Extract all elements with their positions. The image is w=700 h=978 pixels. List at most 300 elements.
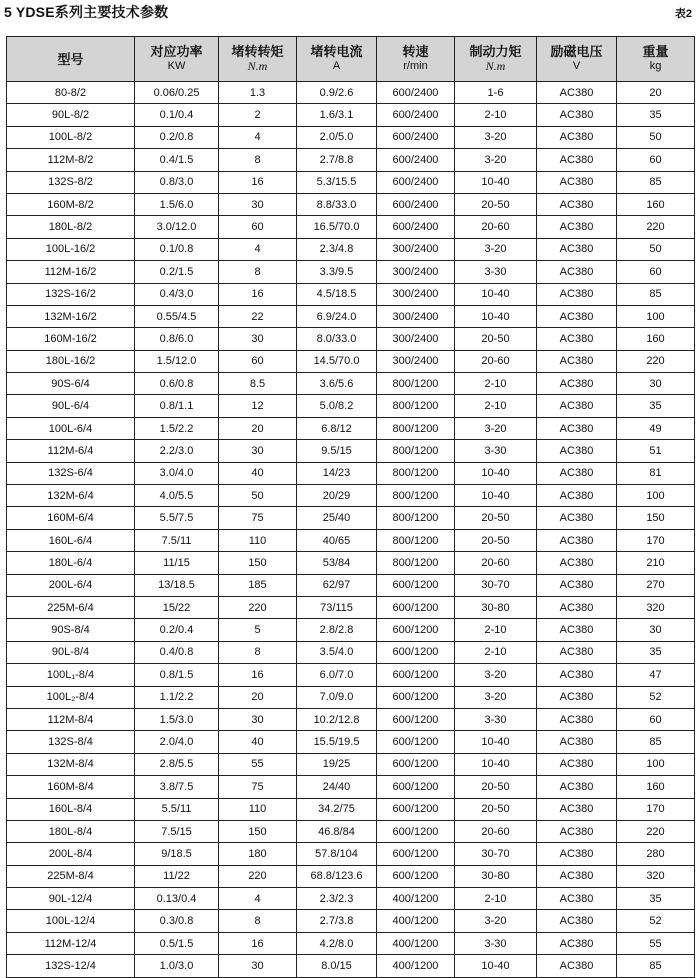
header-power xyxy=(135,37,219,82)
cell-locked-torque: 110 xyxy=(219,798,297,820)
cell-model: 160M-8/2 xyxy=(7,193,135,215)
cell-locked-current: 4.2/8.0 xyxy=(297,932,377,954)
cell-model: 180L-16/2 xyxy=(7,350,135,372)
cell-locked-current: 6.0/7.0 xyxy=(297,664,377,686)
cell-locked-current: 8.0/15 xyxy=(297,955,377,977)
cell-weight: 270 xyxy=(617,574,695,596)
cell-brake-torque: 3-20 xyxy=(455,126,537,148)
cell-speed: 300/2400 xyxy=(377,350,455,372)
cell-locked-current: 46.8/84 xyxy=(297,820,377,842)
cell-brake-torque: 20-60 xyxy=(455,350,537,372)
cell-weight: 160 xyxy=(617,776,695,798)
table-row xyxy=(7,731,695,753)
cell-model: 100L-12/4 xyxy=(7,910,135,932)
cell-weight: 160 xyxy=(617,193,695,215)
cell-weight: 320 xyxy=(617,596,695,618)
cell-locked-current: 16.5/70.0 xyxy=(297,216,377,238)
table-row xyxy=(7,261,695,283)
cell-brake-torque: 3-20 xyxy=(455,686,537,708)
table-row xyxy=(7,843,695,865)
cell-brake-torque: 2-10 xyxy=(455,888,537,910)
cell-brake-torque: 3-30 xyxy=(455,708,537,730)
cell-excitation-voltage: AC380 xyxy=(537,529,617,551)
cell-brake-torque: 30-80 xyxy=(455,865,537,887)
cell-excitation-voltage: AC380 xyxy=(537,664,617,686)
table-tag: 表2 xyxy=(674,8,692,20)
header-brake-torque xyxy=(455,37,537,82)
table-row xyxy=(7,126,695,148)
cell-power: 0.3/0.8 xyxy=(135,910,219,932)
cell-speed: 800/1200 xyxy=(377,507,455,529)
cell-speed: 800/1200 xyxy=(377,373,455,395)
cell-weight: 35 xyxy=(617,104,695,126)
cell-excitation-voltage: AC380 xyxy=(537,910,617,932)
cell-excitation-voltage: AC380 xyxy=(537,440,617,462)
header-label: 转速 xyxy=(402,44,429,59)
cell-power: 0.1/0.8 xyxy=(135,238,219,260)
header-unit: N.m xyxy=(247,59,268,73)
cell-power: 0.2/1.5 xyxy=(135,261,219,283)
cell-speed: 600/2400 xyxy=(377,171,455,193)
cell-weight: 210 xyxy=(617,552,695,574)
cell-brake-torque: 3-30 xyxy=(455,261,537,283)
cell-locked-current: 3.6/5.6 xyxy=(297,373,377,395)
cell-model: 160L-6/4 xyxy=(7,529,135,551)
table-row xyxy=(7,529,695,551)
table-row xyxy=(7,238,695,260)
cell-brake-torque: 20-50 xyxy=(455,193,537,215)
cell-model: 112M-8/2 xyxy=(7,149,135,171)
cell-model: 160L-8/4 xyxy=(7,798,135,820)
cell-locked-torque: 40 xyxy=(219,462,297,484)
cell-model: 112M-12/4 xyxy=(7,932,135,954)
cell-speed: 800/1200 xyxy=(377,417,455,439)
cell-weight: 52 xyxy=(617,910,695,932)
cell-power: 0.13/0.4 xyxy=(135,888,219,910)
table-row xyxy=(7,753,695,775)
cell-locked-current: 14.5/70.0 xyxy=(297,350,377,372)
cell-locked-torque: 185 xyxy=(219,574,297,596)
cell-power: 0.2/0.4 xyxy=(135,619,219,641)
cell-excitation-voltage: AC380 xyxy=(537,865,617,887)
cell-speed: 800/1200 xyxy=(377,440,455,462)
table-row xyxy=(7,305,695,327)
cell-speed: 300/2400 xyxy=(377,328,455,350)
cell-locked-torque: 220 xyxy=(219,596,297,618)
cell-model: 100L₂-8/4 xyxy=(7,686,135,708)
cell-speed: 600/1200 xyxy=(377,820,455,842)
cell-model: 100L-8/2 xyxy=(7,126,135,148)
cell-locked-current: 1.6/3.1 xyxy=(297,104,377,126)
cell-power: 1.0/3.0 xyxy=(135,955,219,977)
cell-speed: 800/1200 xyxy=(377,529,455,551)
cell-speed: 600/1200 xyxy=(377,843,455,865)
cell-locked-current: 73/115 xyxy=(297,596,377,618)
cell-model: 90L-12/4 xyxy=(7,888,135,910)
cell-locked-torque: 5 xyxy=(219,619,297,641)
cell-speed: 400/1200 xyxy=(377,888,455,910)
header-label: 重量 xyxy=(642,44,669,59)
cell-locked-current: 34.2/75 xyxy=(297,798,377,820)
cell-excitation-voltage: AC380 xyxy=(537,193,617,215)
cell-weight: 220 xyxy=(617,216,695,238)
cell-power: 5.5/11 xyxy=(135,798,219,820)
cell-excitation-voltage: AC380 xyxy=(537,753,617,775)
cell-locked-current: 6.8/12 xyxy=(297,417,377,439)
cell-excitation-voltage: AC380 xyxy=(537,507,617,529)
cell-speed: 600/1200 xyxy=(377,731,455,753)
cell-weight: 55 xyxy=(617,932,695,954)
cell-model: 225M-8/4 xyxy=(7,865,135,887)
cell-brake-torque: 10-40 xyxy=(455,462,537,484)
cell-brake-torque: 10-40 xyxy=(455,731,537,753)
cell-brake-torque: 2-10 xyxy=(455,395,537,417)
cell-speed: 600/2400 xyxy=(377,104,455,126)
cell-power: 11/22 xyxy=(135,865,219,887)
cell-locked-current: 68.8/123.6 xyxy=(297,865,377,887)
table-row xyxy=(7,955,695,977)
cell-weight: 220 xyxy=(617,820,695,842)
cell-weight: 50 xyxy=(617,126,695,148)
cell-locked-torque: 8 xyxy=(219,149,297,171)
cell-speed: 600/1200 xyxy=(377,596,455,618)
cell-power: 1.5/3.0 xyxy=(135,708,219,730)
cell-excitation-voltage: AC380 xyxy=(537,552,617,574)
cell-power: 1.5/12.0 xyxy=(135,350,219,372)
cell-locked-current: 8.8/33.0 xyxy=(297,193,377,215)
cell-locked-torque: 8 xyxy=(219,641,297,663)
cell-speed: 600/2400 xyxy=(377,193,455,215)
cell-power: 0.8/1.5 xyxy=(135,664,219,686)
cell-weight: 35 xyxy=(617,888,695,910)
cell-brake-torque: 10-40 xyxy=(455,283,537,305)
table-row xyxy=(7,798,695,820)
cell-excitation-voltage: AC380 xyxy=(537,820,617,842)
cell-locked-current: 2.3/4.8 xyxy=(297,238,377,260)
cell-model: 90S-8/4 xyxy=(7,619,135,641)
cell-model: 90L-8/2 xyxy=(7,104,135,126)
cell-locked-torque: 55 xyxy=(219,753,297,775)
page-title: 5 YDSE系列主要技术参数 xyxy=(4,4,169,20)
cell-locked-current: 3.3/9.5 xyxy=(297,261,377,283)
table-row xyxy=(7,552,695,574)
cell-locked-current: 0.9/2.6 xyxy=(297,82,377,104)
cell-locked-torque: 30 xyxy=(219,193,297,215)
cell-brake-torque: 30-70 xyxy=(455,574,537,596)
cell-model: 112M-6/4 xyxy=(7,440,135,462)
cell-speed: 600/2400 xyxy=(377,149,455,171)
cell-speed: 600/1200 xyxy=(377,776,455,798)
table-row xyxy=(7,193,695,215)
cell-speed: 600/1200 xyxy=(377,753,455,775)
cell-weight: 280 xyxy=(617,843,695,865)
cell-speed: 600/1200 xyxy=(377,619,455,641)
cell-locked-current: 4.5/18.5 xyxy=(297,283,377,305)
cell-model: 225M-6/4 xyxy=(7,596,135,618)
cell-locked-current: 2.7/3.8 xyxy=(297,910,377,932)
cell-model: 132M-8/4 xyxy=(7,753,135,775)
cell-weight: 320 xyxy=(617,865,695,887)
cell-power: 1.5/2.2 xyxy=(135,417,219,439)
cell-power: 2.8/5.5 xyxy=(135,753,219,775)
cell-speed: 600/2400 xyxy=(377,216,455,238)
cell-locked-current: 25/40 xyxy=(297,507,377,529)
cell-power: 0.8/6.0 xyxy=(135,328,219,350)
cell-excitation-voltage: AC380 xyxy=(537,82,617,104)
cell-power: 9/18.5 xyxy=(135,843,219,865)
cell-model: 132S-16/2 xyxy=(7,283,135,305)
cell-power: 3.0/4.0 xyxy=(135,462,219,484)
cell-excitation-voltage: AC380 xyxy=(537,216,617,238)
cell-brake-torque: 20-50 xyxy=(455,798,537,820)
header-weight xyxy=(617,37,695,82)
cell-brake-torque: 3-20 xyxy=(455,149,537,171)
table-row xyxy=(7,708,695,730)
cell-weight: 20 xyxy=(617,82,695,104)
cell-model: 112M-8/4 xyxy=(7,708,135,730)
cell-brake-torque: 30-70 xyxy=(455,843,537,865)
cell-excitation-voltage: AC380 xyxy=(537,462,617,484)
cell-weight: 47 xyxy=(617,664,695,686)
cell-weight: 170 xyxy=(617,798,695,820)
cell-brake-torque: 10-40 xyxy=(455,171,537,193)
cell-speed: 600/1200 xyxy=(377,686,455,708)
cell-speed: 600/2400 xyxy=(377,126,455,148)
cell-locked-current: 10.2/12.8 xyxy=(297,708,377,730)
cell-brake-torque: 20-50 xyxy=(455,529,537,551)
header-model xyxy=(7,37,135,82)
table-row xyxy=(7,619,695,641)
cell-locked-current: 62/97 xyxy=(297,574,377,596)
cell-brake-torque: 20-50 xyxy=(455,328,537,350)
table-row xyxy=(7,820,695,842)
cell-locked-torque: 8.5 xyxy=(219,373,297,395)
table-row xyxy=(7,865,695,887)
cell-excitation-voltage: AC380 xyxy=(537,708,617,730)
cell-locked-current: 6.9/24.0 xyxy=(297,305,377,327)
cell-excitation-voltage: AC380 xyxy=(537,350,617,372)
table-row xyxy=(7,350,695,372)
cell-weight: 50 xyxy=(617,238,695,260)
cell-brake-torque: 2-10 xyxy=(455,373,537,395)
cell-locked-torque: 180 xyxy=(219,843,297,865)
header-speed xyxy=(377,37,455,82)
cell-power: 0.4/3.0 xyxy=(135,283,219,305)
header-unit: r/min xyxy=(403,60,428,72)
cell-power: 3.0/12.0 xyxy=(135,216,219,238)
cell-weight: 150 xyxy=(617,507,695,529)
cell-locked-torque: 20 xyxy=(219,417,297,439)
cell-speed: 300/2400 xyxy=(377,283,455,305)
header-unit: V xyxy=(572,60,581,72)
cell-locked-torque: 50 xyxy=(219,485,297,507)
cell-model: 180L-6/4 xyxy=(7,552,135,574)
header-row xyxy=(7,37,695,82)
cell-power: 2.2/3.0 xyxy=(135,440,219,462)
cell-model: 132M-6/4 xyxy=(7,485,135,507)
cell-model: 80-8/2 xyxy=(7,82,135,104)
cell-weight: 81 xyxy=(617,462,695,484)
cell-model: 132S-6/4 xyxy=(7,462,135,484)
cell-locked-current: 24/40 xyxy=(297,776,377,798)
cell-excitation-voltage: AC380 xyxy=(537,574,617,596)
cell-locked-torque: 220 xyxy=(219,865,297,887)
cell-weight: 49 xyxy=(617,417,695,439)
cell-speed: 600/1200 xyxy=(377,574,455,596)
cell-model: 90L-8/4 xyxy=(7,641,135,663)
cell-model: 200L-8/4 xyxy=(7,843,135,865)
cell-model: 132S-8/4 xyxy=(7,731,135,753)
cell-weight: 60 xyxy=(617,708,695,730)
cell-locked-torque: 40 xyxy=(219,731,297,753)
cell-locked-current: 57.8/104 xyxy=(297,843,377,865)
cell-brake-torque: 20-50 xyxy=(455,776,537,798)
cell-brake-torque: 3-20 xyxy=(455,664,537,686)
cell-weight: 100 xyxy=(617,753,695,775)
table-row xyxy=(7,171,695,193)
cell-excitation-voltage: AC380 xyxy=(537,619,617,641)
cell-locked-torque: 30 xyxy=(219,708,297,730)
header-unit: KW xyxy=(167,60,186,72)
header-label: 对应功率 xyxy=(150,44,203,59)
table-row xyxy=(7,686,695,708)
cell-brake-torque: 2-10 xyxy=(455,641,537,663)
cell-speed: 400/1200 xyxy=(377,955,455,977)
cell-locked-current: 20/29 xyxy=(297,485,377,507)
cell-speed: 600/2400 xyxy=(377,82,455,104)
table-row xyxy=(7,462,695,484)
table-row xyxy=(7,440,695,462)
header-label: 型号 xyxy=(57,51,84,67)
cell-power: 0.8/3.0 xyxy=(135,171,219,193)
cell-weight: 170 xyxy=(617,529,695,551)
cell-brake-torque: 2-10 xyxy=(455,104,537,126)
cell-power: 13/18.5 xyxy=(135,574,219,596)
spec-table xyxy=(6,36,695,978)
cell-speed: 800/1200 xyxy=(377,395,455,417)
cell-excitation-voltage: AC380 xyxy=(537,798,617,820)
cell-model: 100L-6/4 xyxy=(7,417,135,439)
cell-power: 7.5/15 xyxy=(135,820,219,842)
cell-weight: 52 xyxy=(617,686,695,708)
header-unit: kg xyxy=(649,60,662,72)
header-unit: A xyxy=(332,60,341,72)
table-row xyxy=(7,664,695,686)
table-row xyxy=(7,82,695,104)
cell-brake-torque: 20-60 xyxy=(455,820,537,842)
cell-locked-current: 53/84 xyxy=(297,552,377,574)
cell-locked-torque: 2 xyxy=(219,104,297,126)
cell-brake-torque: 30-80 xyxy=(455,596,537,618)
cell-locked-torque: 60 xyxy=(219,216,297,238)
table-row xyxy=(7,507,695,529)
cell-brake-torque: 3-20 xyxy=(455,238,537,260)
cell-locked-current: 8.0/33.0 xyxy=(297,328,377,350)
cell-locked-torque: 75 xyxy=(219,507,297,529)
cell-weight: 30 xyxy=(617,373,695,395)
header-excitation-voltage xyxy=(537,37,617,82)
cell-weight: 100 xyxy=(617,485,695,507)
cell-excitation-voltage: AC380 xyxy=(537,171,617,193)
cell-weight: 220 xyxy=(617,350,695,372)
cell-locked-current: 5.0/8.2 xyxy=(297,395,377,417)
cell-excitation-voltage: AC380 xyxy=(537,283,617,305)
cell-brake-torque: 20-60 xyxy=(455,216,537,238)
cell-excitation-voltage: AC380 xyxy=(537,888,617,910)
header-label: 制动力矩 xyxy=(469,44,522,59)
cell-model: 132S-8/2 xyxy=(7,171,135,193)
cell-excitation-voltage: AC380 xyxy=(537,485,617,507)
cell-locked-torque: 8 xyxy=(219,910,297,932)
cell-model: 180L-8/4 xyxy=(7,820,135,842)
cell-locked-current: 19/25 xyxy=(297,753,377,775)
cell-weight: 85 xyxy=(617,955,695,977)
cell-locked-torque: 12 xyxy=(219,395,297,417)
table-row xyxy=(7,485,695,507)
cell-locked-torque: 22 xyxy=(219,305,297,327)
cell-speed: 600/1200 xyxy=(377,641,455,663)
cell-model: 200L-6/4 xyxy=(7,574,135,596)
cell-locked-torque: 30 xyxy=(219,440,297,462)
cell-excitation-voltage: AC380 xyxy=(537,373,617,395)
cell-weight: 60 xyxy=(617,149,695,171)
cell-brake-torque: 20-60 xyxy=(455,552,537,574)
cell-brake-torque: 3-30 xyxy=(455,932,537,954)
cell-brake-torque: 10-40 xyxy=(455,305,537,327)
cell-excitation-voltage: AC380 xyxy=(537,395,617,417)
cell-power: 0.06/0.25 xyxy=(135,82,219,104)
cell-model: 90S-6/4 xyxy=(7,373,135,395)
table-row xyxy=(7,596,695,618)
cell-locked-torque: 16 xyxy=(219,932,297,954)
cell-excitation-voltage: AC380 xyxy=(537,328,617,350)
cell-brake-torque: 10-40 xyxy=(455,485,537,507)
cell-brake-torque: 2-10 xyxy=(455,619,537,641)
cell-speed: 600/1200 xyxy=(377,798,455,820)
cell-speed: 800/1200 xyxy=(377,462,455,484)
cell-excitation-voltage: AC380 xyxy=(537,843,617,865)
cell-locked-torque: 4 xyxy=(219,888,297,910)
cell-locked-torque: 20 xyxy=(219,686,297,708)
cell-brake-torque: 10-40 xyxy=(455,955,537,977)
cell-locked-torque: 150 xyxy=(219,552,297,574)
table-row xyxy=(7,776,695,798)
cell-speed: 300/2400 xyxy=(377,238,455,260)
cell-model: 160M-6/4 xyxy=(7,507,135,529)
cell-locked-torque: 16 xyxy=(219,171,297,193)
cell-speed: 600/1200 xyxy=(377,708,455,730)
table-row xyxy=(7,641,695,663)
header-label: 励磁电压 xyxy=(550,44,603,59)
table-body xyxy=(7,82,695,978)
cell-model: 160M-16/2 xyxy=(7,328,135,350)
cell-locked-torque: 110 xyxy=(219,529,297,551)
cell-power: 5.5/7.5 xyxy=(135,507,219,529)
cell-speed: 600/1200 xyxy=(377,865,455,887)
cell-excitation-voltage: AC380 xyxy=(537,149,617,171)
cell-power: 0.55/4.5 xyxy=(135,305,219,327)
cell-excitation-voltage: AC380 xyxy=(537,417,617,439)
cell-power: 0.5/1.5 xyxy=(135,932,219,954)
cell-weight: 85 xyxy=(617,283,695,305)
cell-model: 132M-16/2 xyxy=(7,305,135,327)
cell-excitation-voltage: AC380 xyxy=(537,641,617,663)
table-row xyxy=(7,149,695,171)
cell-locked-current: 14/23 xyxy=(297,462,377,484)
table-row xyxy=(7,328,695,350)
cell-locked-current: 2.3/2.3 xyxy=(297,888,377,910)
cell-weight: 100 xyxy=(617,305,695,327)
